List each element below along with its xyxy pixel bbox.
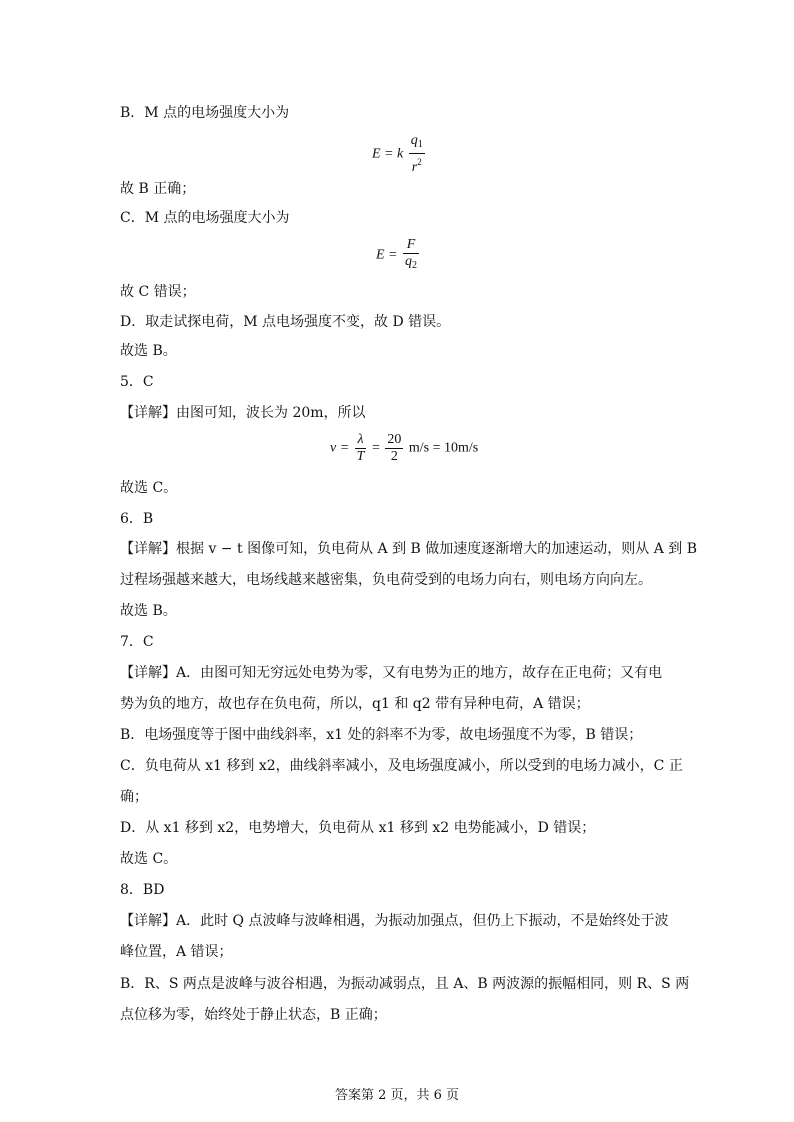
text-line: 【详解】A．此时 Q 点波峰与波峰相遇，为振动加强点，但仍上下振动，不是始终处于波 [120,913,669,929]
text-line: 点位移为零，始终处于静止状态，B 正确； [120,1007,387,1023]
text-line: C．负电荷从 x1 移到 x2，曲线斜率减小，及电场强度减小，所以受到的电场力减小，C 正 [120,758,683,774]
text-line: C．M 点的电场强度大小为 [120,210,290,226]
page-footer: 答案第 2 页，共 6 页 [334,1088,460,1103]
text-line: 【详解】A．由图可知无穷远处电势为零，又有电势为正的地方，故存在正电荷；又有电 [120,665,663,681]
question-number: 6．B [120,511,154,527]
equation-wave-speed: v = $\frac{\lambda}{T}$ = $\frac{20}{2}$ m/s = 10m/s [330,432,479,464]
text-line: D．取走试探电荷，M 点电场强度不变，故 D 错误。 [120,314,451,330]
text-line: 【详解】由图可知，波长为 20m，所以 [120,405,366,421]
equation-field-strength-coulomb: E = k $\frac{q_1}{r^2}$ [372,133,423,175]
text-line: 故选 B。 [120,343,177,359]
text-line: 故 C 错误； [120,284,196,300]
text-line: B．R、S 两点是波峰与波谷相遇，为振动减弱点，且 A、B 两波源的振幅相同，则 R、S 两 [120,976,690,992]
question-number: 7．C [120,634,154,650]
question-number: 8．BD [120,882,165,898]
text-line: 确； [120,789,148,805]
text-line: 故 B 正确； [120,181,196,197]
text-line: B．M 点的电场强度大小为 [120,105,290,121]
text-line: B．电场强度等于图中曲线斜率，x1 处的斜率不为零，故电场强度不为零，B 错误； [120,727,643,743]
text-line: 【详解】根据 v − t 图像可知，负电荷从 A 到 B 做加速度逐渐增大的加速运动，则从 A 到 B [120,541,698,557]
text-line: 故选 B。 [120,603,177,619]
equation-field-strength-force: E = $\frac{F}{q_2}$ [376,237,417,271]
text-line: D．从 x1 移到 x2，电势增大，负电荷从 x1 移到 x2 电势能减小，D 错误； [120,820,596,836]
text-line: 过程场强越来越大，电场线越来越密集，负电荷受到的电场力向右，则电场方向向左。 [120,572,652,588]
text-line: 峰位置，A 错误； [120,944,233,960]
text-line: 势为负的地方，故也存在负电荷，所以，q1 和 q2 带有异种电荷，A 错误； [120,696,590,712]
text-line: 故选 C。 [120,851,178,867]
text-line: 故选 C。 [120,480,178,496]
question-number: 5．C [120,374,154,390]
